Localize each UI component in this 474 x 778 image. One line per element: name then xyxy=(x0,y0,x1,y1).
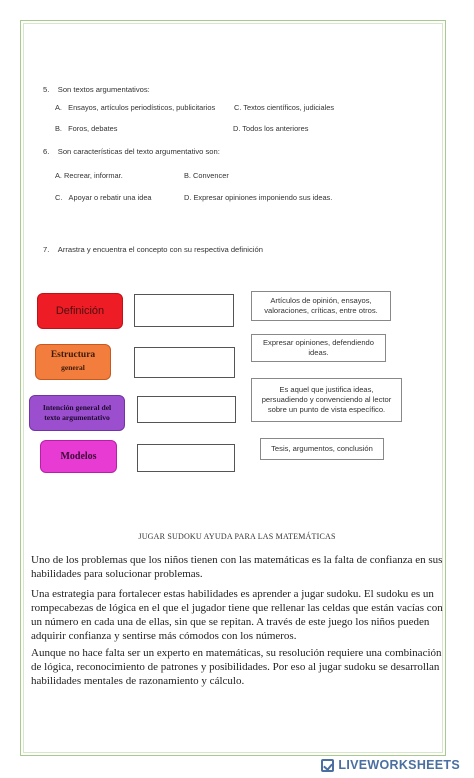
q5-option-a[interactable]: A. Ensayos, artículos periodísticos, publicitarios xyxy=(55,103,216,112)
q5-option-d[interactable]: D. Todos los anteriores xyxy=(233,124,309,133)
article-paragraph-2: Una estrategia para fortalecer estas habilidades es aprender a jugar sudoku. El sudoku es un rompecabezas de lógica en el que el jugador tiene que rellenar las celdas que están vacías con un número en cada una de ellas, sin que se repitan. A través de este juego los niños pueden adquirir confianza y sentirse más cómodos con los números. xyxy=(31,588,443,642)
definition-4 xyxy=(260,438,384,460)
question-7: 7. Arrastra y encuentra el concepto con su respectiva definición xyxy=(43,245,263,254)
definition-3 xyxy=(251,378,402,422)
definition-3-line-3: sobre un punto de vista específico. xyxy=(267,405,386,415)
definition-3-line-1: Es aquel que justifica ideas, xyxy=(279,384,374,394)
definition-1 xyxy=(251,291,391,321)
q6-option-d[interactable]: D. Expresar opiniones imponiendo sus ideas. xyxy=(184,193,333,202)
definition-4-text: Tesis, argumentos, conclusión xyxy=(271,443,373,453)
definition-2 xyxy=(251,334,386,362)
article-paragraph-3: Aunque no hace falta ser un experto en matemáticas, su resolución requiere una combinación de lógica, reconocimiento de patrones y posibilidades. Por eso al jugar sudoku se desarrollan habilidades mentales de razonamiento y cálculo. xyxy=(31,647,442,687)
definition-2-line-1: Expresar opiniones, defendiendo xyxy=(262,337,375,347)
label-estructura-text-1: Estructura xyxy=(50,350,96,360)
drop-box-1[interactable] xyxy=(134,294,234,327)
article-paragraph-1: Uno de los problemas que los niños tienen con las matemáticas es la falta de confianza en sus habilidades para solucionar problemas. xyxy=(31,554,443,580)
article-heading: JUGAR SUDOKU AYUDA PARA LAS MATEMÁTICAS xyxy=(138,532,336,541)
definition-3-line-2: persuadiendo y convenciendo al lector xyxy=(261,394,392,404)
definition-1-line-1: Artículos de opinión, ensayos, xyxy=(270,295,372,305)
label-intencion-text-2: texto argumentativo xyxy=(44,413,110,422)
label-estructura-text-2: general xyxy=(61,363,85,372)
label-modelos-text: Modelos xyxy=(60,451,97,462)
question-6: 6. Son características del texto argumentativo son: xyxy=(43,147,220,156)
q6-option-a[interactable]: A. Recrear, informar. xyxy=(55,171,123,180)
drop-box-2[interactable] xyxy=(134,347,235,378)
label-estructura[interactable] xyxy=(35,344,111,380)
liveworksheets-logo xyxy=(321,758,460,772)
label-intencion-text-1: Intención general del xyxy=(42,403,112,412)
label-modelos[interactable] xyxy=(40,440,117,473)
definition-1-line-2: valoraciones, críticas, entre otros. xyxy=(264,306,378,315)
brand-name: LIVEWORKSHEETS xyxy=(338,758,460,772)
label-definicion-text: Definición xyxy=(55,305,105,317)
question-5: 5. Son textos argumentativos: xyxy=(43,85,150,94)
q5-option-b[interactable]: B. Foros, debates xyxy=(55,124,118,133)
check-icon xyxy=(321,759,334,772)
drop-box-4[interactable] xyxy=(137,444,235,472)
label-definicion[interactable] xyxy=(37,293,123,329)
definition-2-line-2: ideas. xyxy=(308,348,329,357)
label-intencion[interactable] xyxy=(29,395,125,431)
q5-option-c[interactable]: C. Textos científicos, judiciales xyxy=(234,103,335,112)
drop-box-3[interactable] xyxy=(137,396,236,423)
q6-option-b[interactable]: B. Convencer xyxy=(184,171,229,180)
q6-option-c[interactable]: C. Apoyar o rebatir una idea xyxy=(55,193,152,202)
